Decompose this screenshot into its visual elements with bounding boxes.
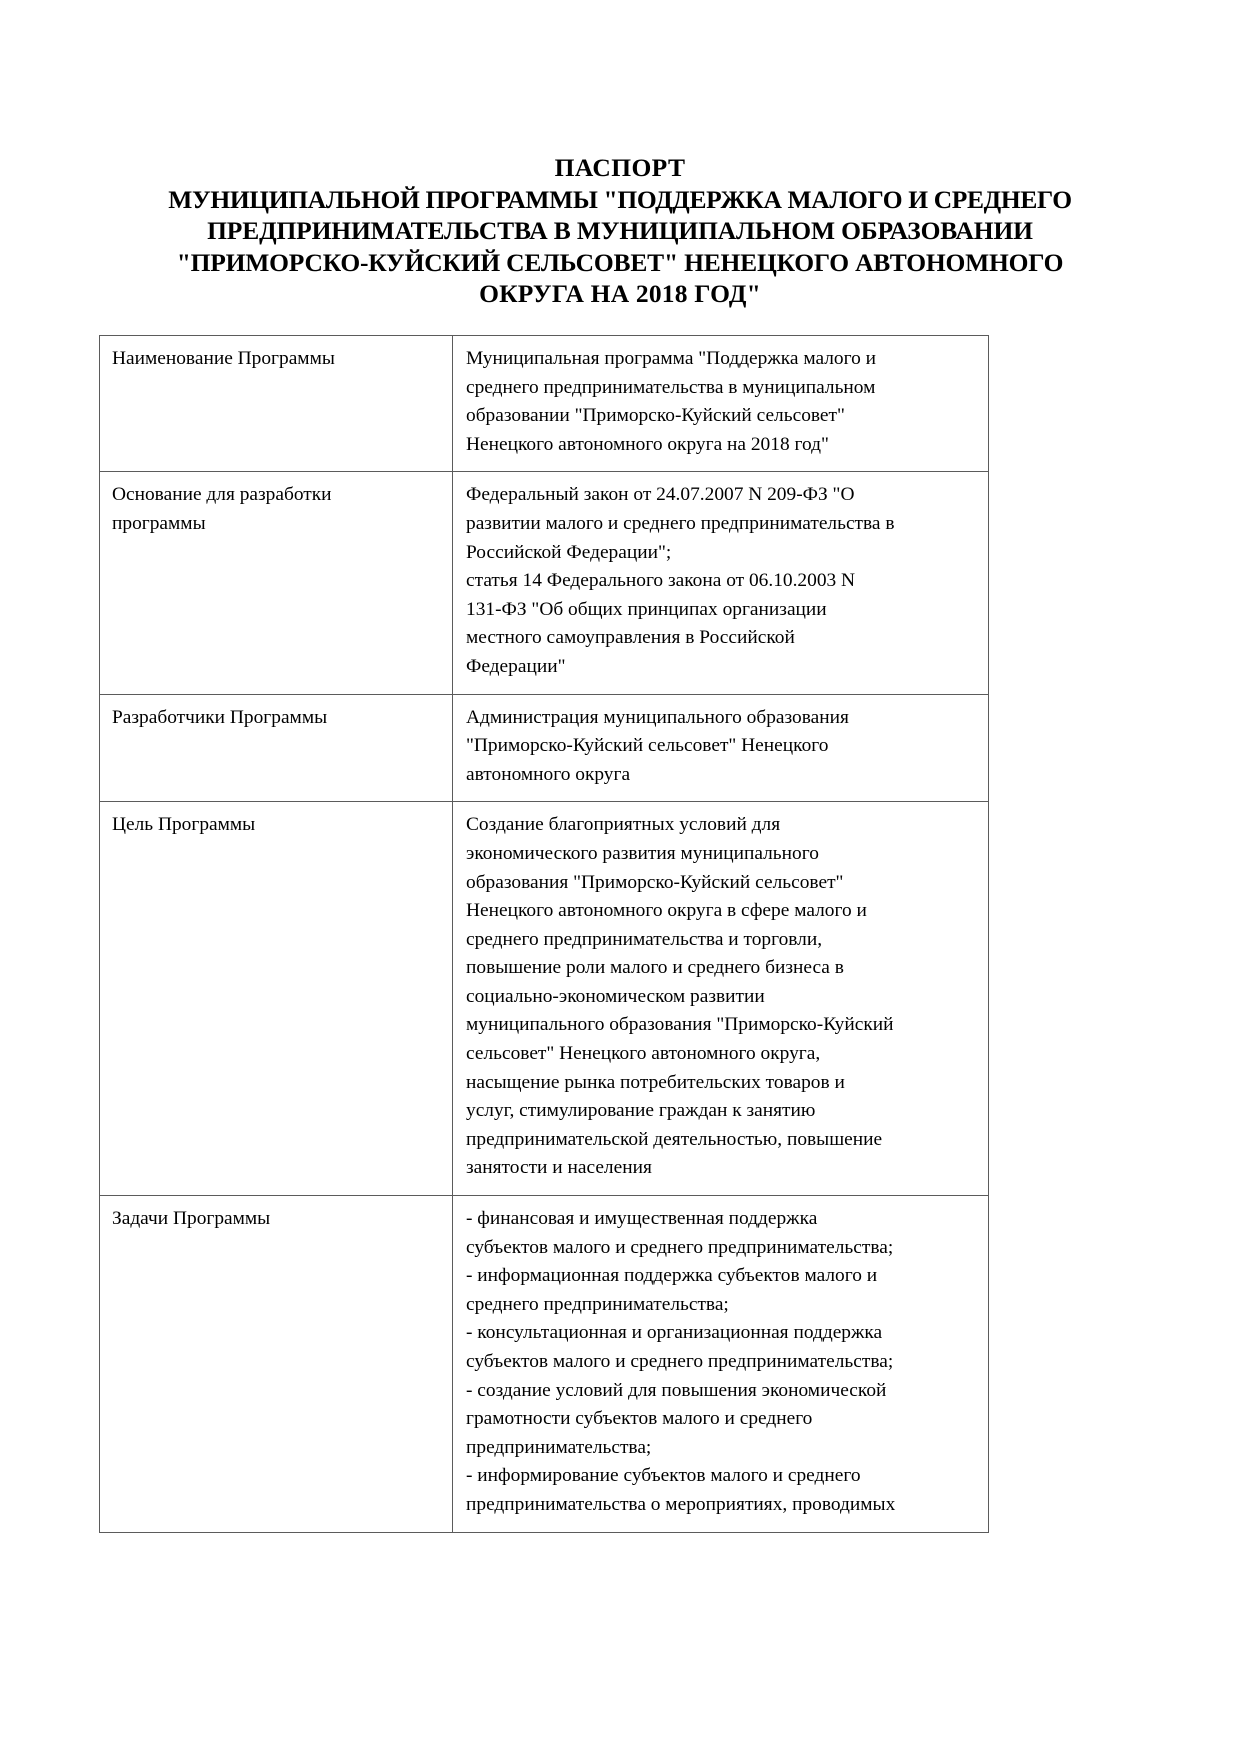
page-title [0,0,1240,310]
value-line: Федеральный закон от 24.07.2007 N 209-ФЗ "О [466,484,855,506]
value-line: социально-экономическом развитии [466,985,765,1007]
table-row [100,472,989,694]
title-line-2: МУНИЦИПАЛЬНОЙ ПРОГРАММЫ "ПОДДЕРЖКА МАЛОГО И СРЕДНЕГО [168,184,1072,214]
row-label-osnovanie [100,472,453,694]
label-line: Основание для разработки [112,484,332,506]
value-line: местного самоуправления в Российской [466,627,795,649]
row-value-razrabotchiki [453,694,989,802]
value-line: - создание условий для повышения экономической [466,1379,887,1401]
value-line: Муниципальная программа "Поддержка малого и [466,348,877,369]
value-line: Создание благоприятных условий для [466,814,781,836]
value-line: "Приморско-Куйский сельсовет" Ненецкого [466,735,829,757]
value-line: среднего предпринимательства и торговли, [466,928,823,950]
row-value-naimenovanie [453,336,989,472]
title-line-3: ПРЕДПРИНИМАТЕЛЬСТВА В МУНИЦИПАЛЬНОМ ОБРАЗОВАНИИ [207,216,1033,245]
value-line: статья 14 Федерального закона от 06.10.2003 N [466,570,856,592]
value-line: автономного округа [466,763,631,785]
value-line: предпринимательства о мероприятиях, проводимых [466,1493,896,1515]
title-line-4: "ПРИМОРСКО-КУЙСКИЙ СЕЛЬСОВЕТ" НЕНЕЦКОГО АВТОНОМНОГО [176,247,1064,277]
value-line: экономического развития муниципального [466,842,819,864]
value-line: - информирование субъектов малого и среднего [466,1465,861,1487]
row-label-razrabotchiki [100,694,453,802]
row-value-cel [453,802,989,1196]
value-line: субъектов малого и среднего предпринимательства; [466,1351,894,1372]
value-line: предпринимательства; [466,1436,652,1458]
label-line: программы [112,512,206,534]
value-line: предпринимательской деятельностью, повышение [466,1128,883,1150]
value-line: среднего предпринимательства в муниципальном [466,376,876,398]
label-line: Наименование Программы [112,348,335,369]
value-line: сельсовет" Ненецкого автономного округа, [466,1043,821,1065]
value-line: Федерации" [466,655,566,677]
value-line: Ненецкого автономного округа в сфере малого и [466,900,867,922]
table-row [100,1196,989,1533]
table-row [100,694,989,802]
row-value-zadachi [453,1196,989,1533]
value-line: образовании "Приморско-Куйский сельсовет" [466,405,845,427]
value-line: - финансовая и имущественная поддержка [466,1208,818,1230]
value-line: грамотности субъектов малого и среднего [466,1408,813,1430]
value-line: муниципального образования "Приморско-Куйский [466,1014,894,1036]
value-line: субъектов малого и среднего предпринимательства; [466,1236,894,1258]
label-line: Разработчики Программы [112,706,328,728]
value-line: - консультационная и организационная поддержка [466,1322,883,1344]
title-line-1: ПАСПОРТ [554,153,686,182]
value-line: среднего предпринимательства; [466,1293,729,1315]
value-line: занятости и населения [466,1157,652,1179]
row-label-zadachi [100,1196,453,1533]
passport-table [99,335,989,1533]
value-line: - информационная поддержка субъектов малого и [466,1265,878,1287]
row-value-osnovanie [453,472,989,694]
value-line: Российской Федерации"; [466,541,672,563]
row-label-naimenovanie [100,336,453,472]
row-label-cel [100,802,453,1196]
label-line: Задачи Программы [112,1208,271,1230]
value-line: повышение роли малого и среднего бизнеса в [466,957,844,979]
value-line: 131-ФЗ "Об общих принципах организации [466,598,827,620]
value-line: Администрация муниципального образования [466,706,849,728]
value-line: насыщение рынка потребительских товаров и [466,1071,845,1093]
table-row [100,802,989,1196]
table-row [100,336,989,472]
value-line: Ненецкого автономного округа на 2018 год" [466,433,829,455]
value-line: развитии малого и среднего предпринимательства в [466,512,895,534]
value-line: образования "Приморско-Куйский сельсовет" [466,871,844,893]
value-line: услуг, стимулирование граждан к занятию [466,1100,816,1122]
label-line: Цель Программы [112,814,256,836]
title-line-5: ОКРУГА НА 2018 ГОД" [479,279,761,308]
